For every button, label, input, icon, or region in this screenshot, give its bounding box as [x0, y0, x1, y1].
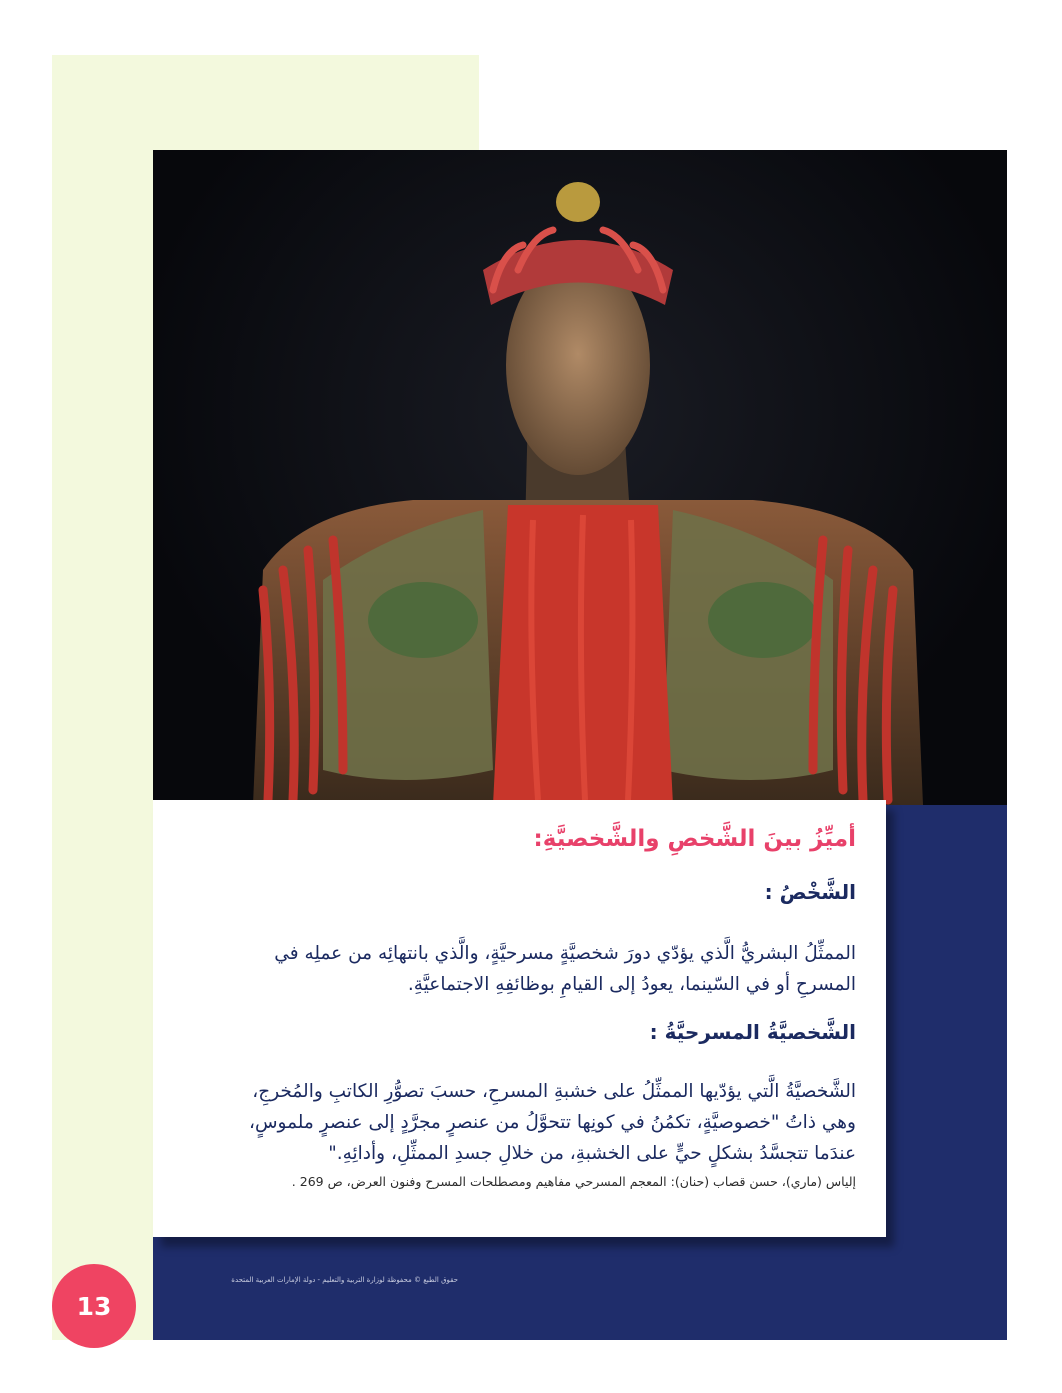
- character-title: الشَّخصيَّةُ المسرحيَّةُ :: [649, 1020, 856, 1044]
- content-card: [153, 800, 886, 1237]
- copyright-notice: حقوق الطبع © محفوظة لوزارة التربية والتعليم - دولة الإمارات العربية المتحدة: [231, 1276, 458, 1284]
- reference-citation: إلياس (ماري)، حسن قصاب (حنان): المعجم المسرحي مفاهيم ومصطلحات المسرح وفنون العرض، ص 269 .: [291, 1174, 856, 1189]
- character-definition-line: عندَما تتجسَّدُ بشكلٍ حيٍّ على الخشبةِ، من خلالِ جسدِ الممثِّلِ، وأدائِهِ.": [328, 1143, 856, 1164]
- character-definition-line: الشَّخصيَّةُ الَّتي يؤدّيها الممثِّلُ على خشبةِ المسرحِ، حسبَ تصوُّرِ الكاتبِ والمُخرجِ،: [252, 1081, 856, 1102]
- section-heading: أميِّزُ بينَ الشَّخصِ والشَّخصيَّةِ:: [533, 826, 856, 852]
- person-definition-line: الممثِّلُ البشريُّ الَّذي يؤدّي دورَ شخصيَّةٍ مسرحيَّةٍ، والَّذي بانتهائِه من عملِه في: [274, 943, 856, 964]
- character-definition-line: وهي ذاتُ "خصوصيَّةٍ، تكمُنُ في كونِها تتحوَّلُ من عنصرٍ مجرَّدٍ إلى عنصرٍ ملموسٍ،: [248, 1112, 856, 1133]
- costume-photo: [153, 150, 1007, 805]
- person-definition-line: المسرحِ أو في السّينما، يعودُ إلى القيامِ بوظائفِهِ الاجتماعيَّةِ.: [407, 974, 856, 995]
- page-number-badge: 13: [52, 1264, 136, 1348]
- person-title: الشَّخْصُ :: [764, 880, 856, 904]
- costume-illustration: [153, 150, 1007, 805]
